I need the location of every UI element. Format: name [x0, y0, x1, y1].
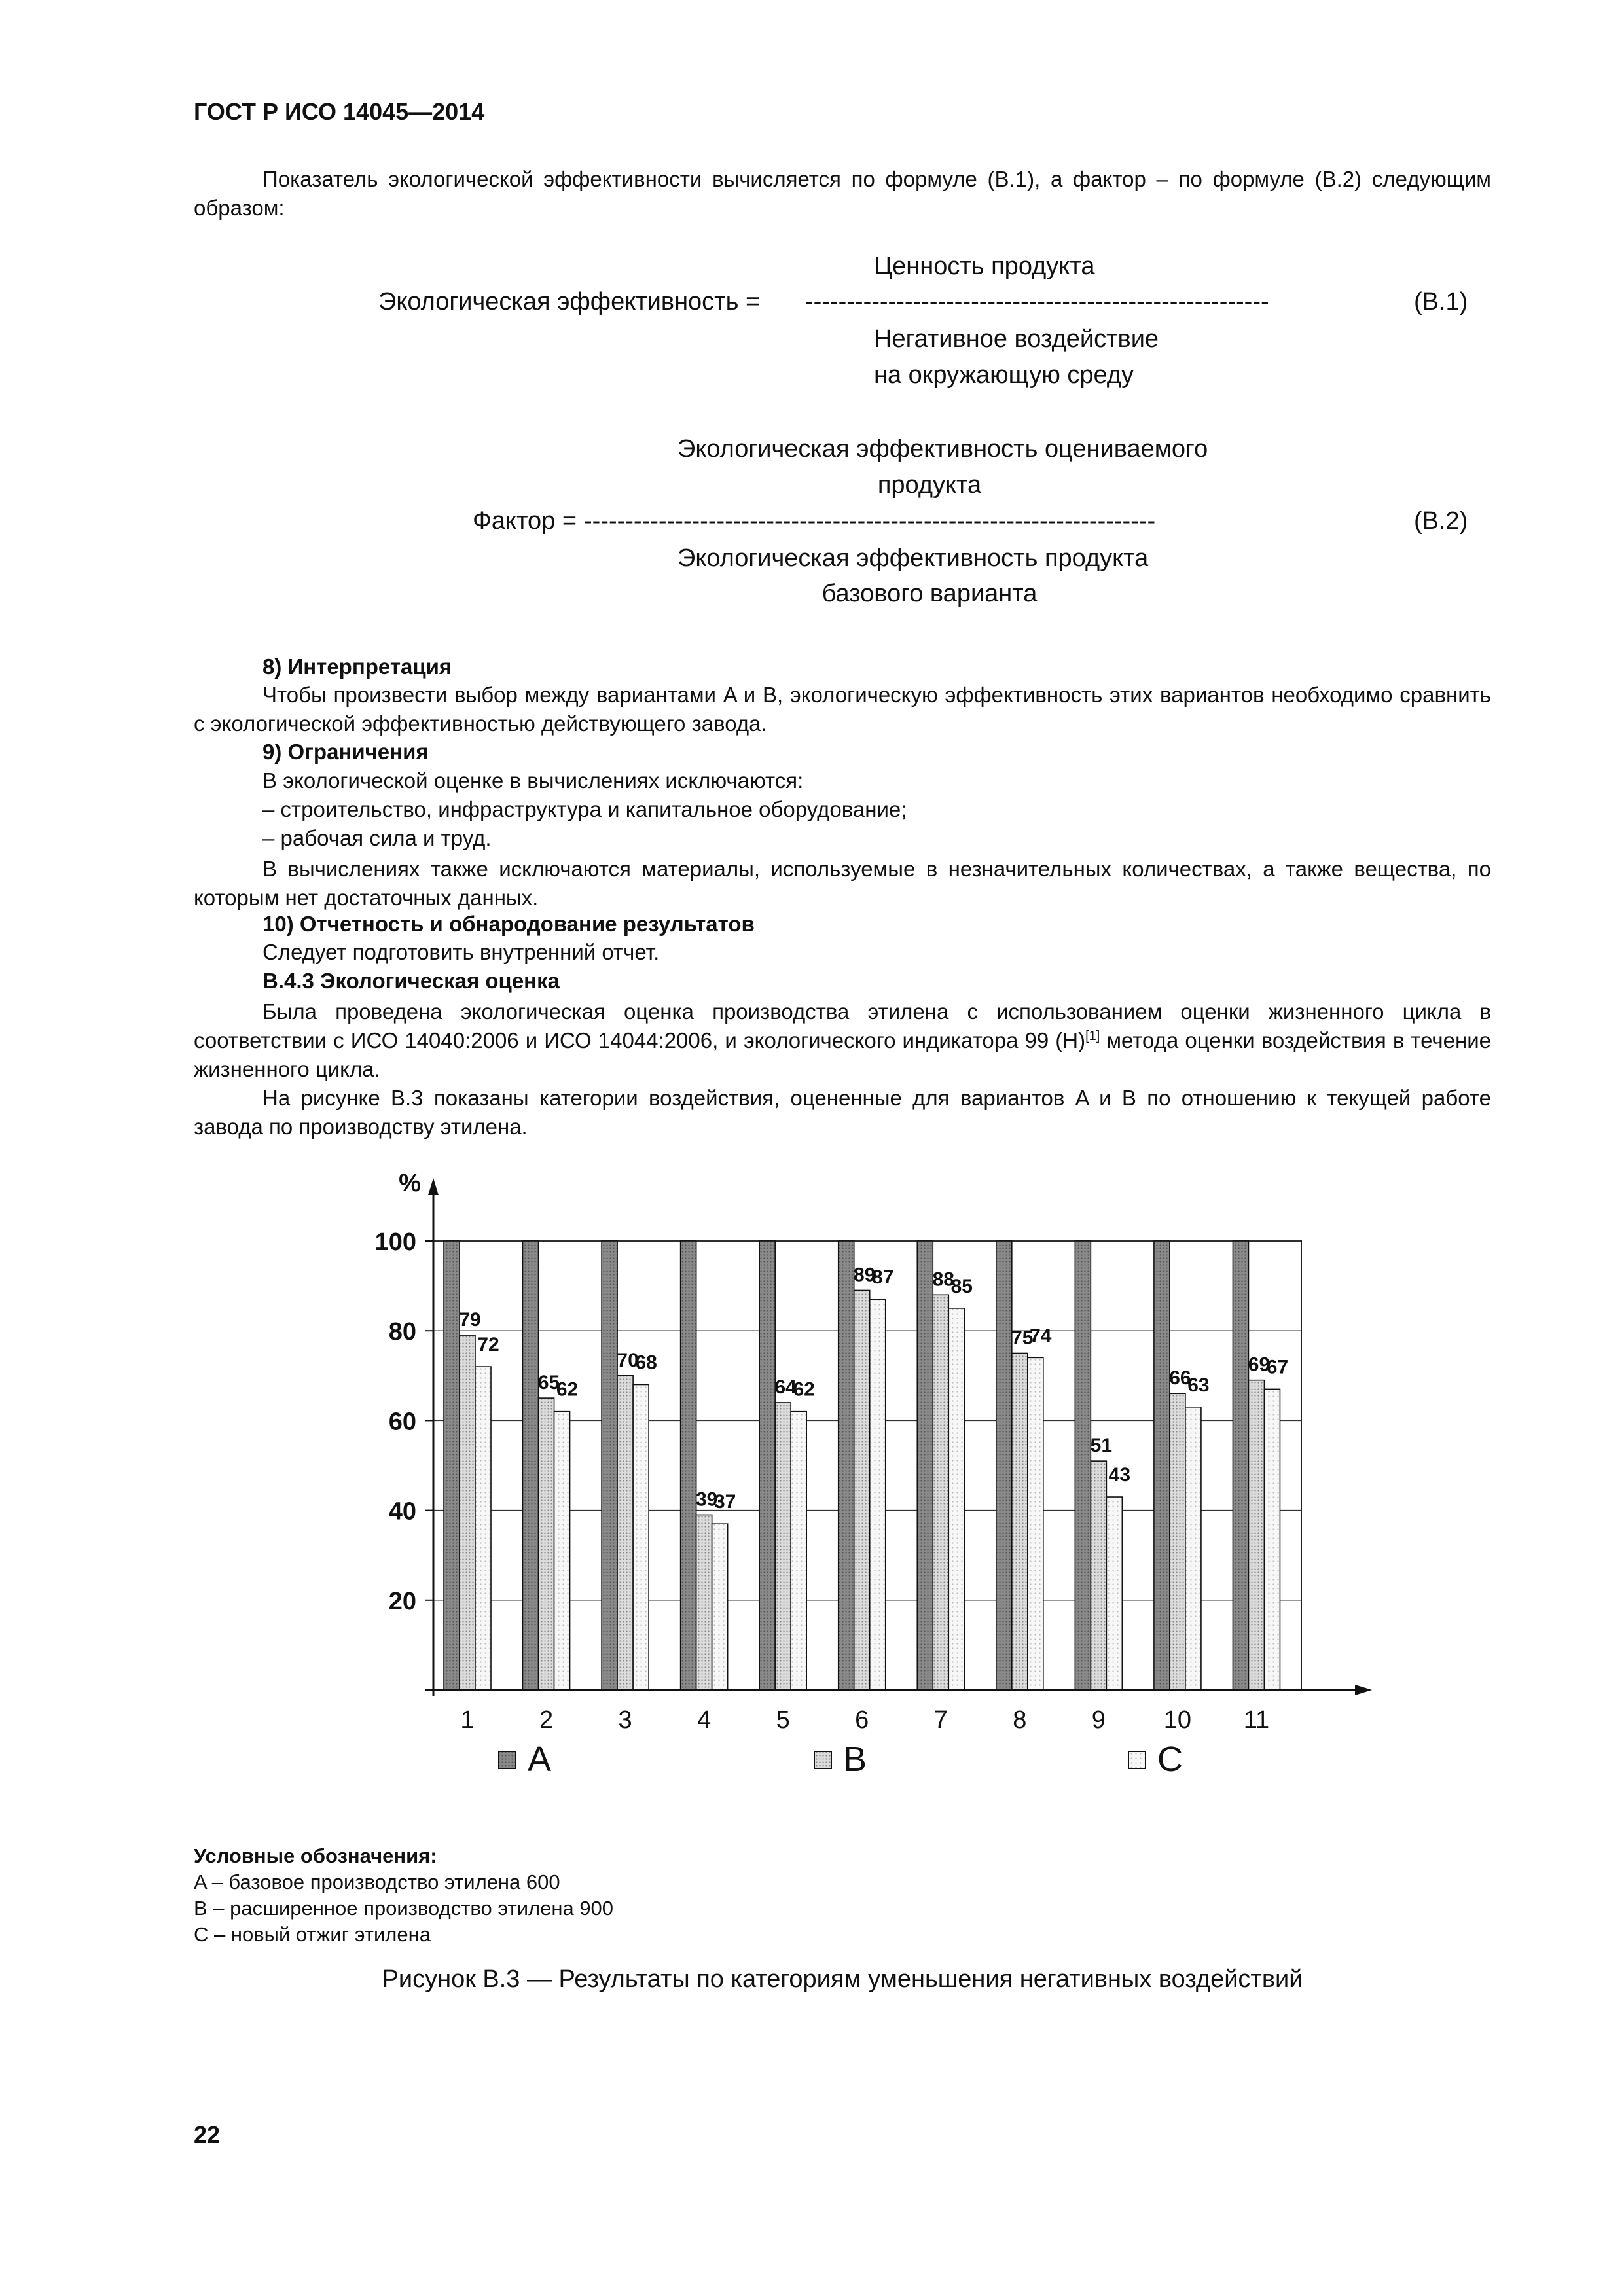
chart-legend: [499, 1740, 1183, 1779]
x-tick-label-5: 5: [776, 1706, 790, 1734]
data-label-C-10: 63: [1187, 1374, 1210, 1396]
bar-C-1: [475, 1367, 491, 1690]
sectionB43-text-a: Была проведена экологическая оценка производства этилена с использованием оценки жизненного цикла в соответствии с ИСО 14040:2006 и ИСО 14044:2006, и экологического индикатора 99 (H): [194, 999, 1491, 1052]
bar-A-5: [759, 1241, 775, 1690]
legend-item-c: C – новый отжиг этилена: [194, 1923, 431, 1946]
section9-text: В вычислениях также исключаются материалы, используемые в незначительных количествах, а также вещества, по которым нет достаточных данных.: [194, 857, 1491, 910]
x-axis-arrow: [1355, 1685, 1372, 1695]
legend-item-a: A – базовое производство этилена 600: [194, 1871, 560, 1893]
x-tick-label-9: 9: [1091, 1706, 1106, 1734]
formula2-lhs: Фактор =: [473, 507, 577, 535]
x-tick-label-10: 10: [1163, 1706, 1192, 1734]
data-label-B-7: 88: [932, 1268, 954, 1291]
bar-A-4: [681, 1241, 696, 1690]
bar-A-9: [1075, 1241, 1091, 1690]
data-label-C-8: 74: [1030, 1325, 1052, 1347]
section9-title: 9) Ограничения: [262, 740, 429, 764]
formula2-denominator-2: базового варианта: [821, 580, 1038, 607]
data-label-B-1: 79: [459, 1309, 481, 1331]
x-tick-label-6: 6: [855, 1706, 869, 1734]
formula2-fraction-line: ---------------------------------------------------------------------: [584, 507, 1156, 535]
intro-paragraph: Показатель экологической эффективности вычисляется по формуле (B.1), а фактор – по формуле (B.2) следующим образом:: [194, 167, 1491, 220]
impact-category-bar-chart: [327, 1165, 1388, 1813]
bar-C-3: [633, 1385, 649, 1690]
data-label-C-4: 37: [713, 1491, 736, 1513]
legend-label-C: C: [1157, 1740, 1183, 1779]
bar-C-5: [791, 1412, 806, 1690]
bar-B-3: [617, 1376, 633, 1690]
x-tick-label-8: 8: [1013, 1706, 1027, 1734]
data-label-B-5: 64: [774, 1376, 797, 1398]
data-label-B-11: 69: [1248, 1354, 1271, 1376]
bar-C-7: [948, 1308, 964, 1690]
legend-swatch-A: [499, 1751, 516, 1768]
section8-title: 8) Интерпретация: [262, 655, 452, 679]
bar-B-7: [933, 1295, 948, 1690]
data-label-B-9: 51: [1090, 1435, 1113, 1457]
bar-A-7: [917, 1241, 933, 1690]
legend-swatch-B: [814, 1751, 831, 1768]
sectionB43-text2: На рисунке B.3 показаны категории воздействия, оцененные для вариантов A и B по отношению к текущей работе завода по производству этилена.: [194, 1086, 1491, 1139]
y-tick-label-40: 40: [388, 1498, 416, 1526]
sectionB43-text: [194, 997, 1491, 1084]
bar-B-2: [539, 1398, 554, 1690]
bar-A-6: [839, 1241, 854, 1690]
bar-C-9: [1106, 1497, 1122, 1690]
citation-ref: [1]: [1085, 1029, 1100, 1043]
bar-A-3: [602, 1241, 617, 1690]
data-label-B-4: 39: [695, 1488, 718, 1511]
x-tick-label-2: 2: [539, 1706, 554, 1734]
data-label-C-3: 68: [635, 1352, 657, 1374]
bar-C-11: [1264, 1389, 1280, 1690]
bar-C-2: [554, 1412, 570, 1690]
formula1-denominator-1: Негативное воздействие: [874, 325, 1159, 353]
formula1-lhs: Экологическая эффективность =: [378, 288, 761, 315]
page-number: 22: [194, 2121, 221, 2148]
bar-C-10: [1185, 1407, 1201, 1690]
section9-line2: – строительство, инфраструктура и капитальное оборудование;: [262, 797, 907, 821]
x-tick-label-11: 11: [1243, 1706, 1270, 1734]
data-label-C-9: 43: [1108, 1464, 1131, 1486]
bar-C-8: [1028, 1357, 1043, 1690]
data-label-C-1: 72: [477, 1334, 499, 1356]
bar-B-1: [460, 1335, 475, 1690]
data-label-B-2: 65: [537, 1372, 560, 1394]
y-tick-label-20: 20: [388, 1587, 416, 1615]
chart-bars: [444, 1241, 1280, 1690]
legend-label-B: B: [843, 1740, 867, 1779]
data-label-C-7: 85: [950, 1275, 973, 1297]
figure-caption: Рисунок B.3 — Результаты по категориям уменьшения негативных воздействий: [382, 1965, 1303, 1993]
legend-item-b: B – расширенное производство этилена 900: [194, 1897, 614, 1920]
document-header: ГОСТ Р ИСО 14045—2014: [194, 98, 485, 125]
formula2-denominator-1: Экологическая эффективность продукта: [677, 545, 1149, 572]
data-label-B-3: 70: [617, 1349, 639, 1371]
data-label-C-5: 62: [793, 1378, 815, 1401]
y-axis-arrow: [428, 1178, 439, 1195]
formula2-numerator-2: продукта: [877, 471, 982, 499]
sectionB43-text-b: метода оценки воздействия в течение жизненного цикла.: [194, 1028, 1491, 1081]
data-label-B-6: 89: [854, 1264, 876, 1286]
bar-B-5: [775, 1403, 791, 1690]
legend-label-A: A: [528, 1740, 552, 1779]
bar-B-8: [1012, 1354, 1028, 1691]
legend-swatch-C: [1128, 1751, 1146, 1768]
bar-C-4: [712, 1524, 728, 1690]
bar-B-9: [1091, 1461, 1106, 1690]
bar-A-10: [1154, 1241, 1170, 1690]
bar-B-10: [1170, 1393, 1185, 1690]
formula2-number: (B.2): [1414, 507, 1468, 535]
bar-A-11: [1233, 1241, 1248, 1690]
section9-line1: В экологической оценке в вычислениях исключаются:: [262, 768, 804, 793]
formula1-numerator: Ценность продукта: [874, 253, 1095, 280]
section9-line3: – рабочая сила и труд.: [262, 826, 492, 850]
bar-A-1: [444, 1241, 460, 1690]
bar-B-4: [696, 1515, 712, 1690]
bar-C-6: [870, 1299, 886, 1690]
x-tick-label-4: 4: [697, 1706, 712, 1734]
formula2-numerator-1: Экологическая эффективность оцениваемого: [677, 435, 1208, 463]
formula1-denominator-2: на окружающую среду: [874, 361, 1134, 389]
section10-text: Следует подготовить внутренний отчет.: [262, 940, 660, 964]
formula1-number: (B.1): [1414, 288, 1468, 315]
data-label-C-2: 62: [556, 1378, 579, 1401]
y-tick-label-100: 100: [374, 1229, 416, 1256]
sectionB43-title: B.4.3 Экологическая оценка: [262, 969, 560, 993]
x-tick-label-7: 7: [933, 1706, 948, 1734]
y-tick-label-60: 60: [388, 1408, 416, 1436]
y-tick-label-80: 80: [388, 1318, 416, 1346]
x-tick-label-3: 3: [618, 1706, 632, 1734]
section8-text: Чтобы произвести выбор между вариантами A и B, экологическую эффективность этих вариантов необходимо сравнить с экологической эффективностью действующего завода.: [194, 683, 1491, 736]
formula1-fraction-line: --------------------------------------------------------: [805, 288, 1269, 315]
data-label-B-8: 75: [1011, 1327, 1034, 1349]
y-axis-label: %: [399, 1170, 421, 1197]
section10-title: 10) Отчетность и обнародование результатов: [262, 912, 755, 936]
data-label-B-10: 66: [1169, 1367, 1191, 1390]
legend-title: Условные обозначения:: [194, 1844, 437, 1867]
data-label-C-6: 87: [872, 1266, 894, 1289]
bar-A-2: [523, 1241, 539, 1690]
bar-B-6: [854, 1290, 870, 1690]
bar-B-11: [1248, 1380, 1264, 1690]
bar-A-8: [996, 1241, 1012, 1690]
x-tick-label-1: 1: [460, 1706, 475, 1734]
data-label-C-11: 67: [1266, 1356, 1289, 1378]
